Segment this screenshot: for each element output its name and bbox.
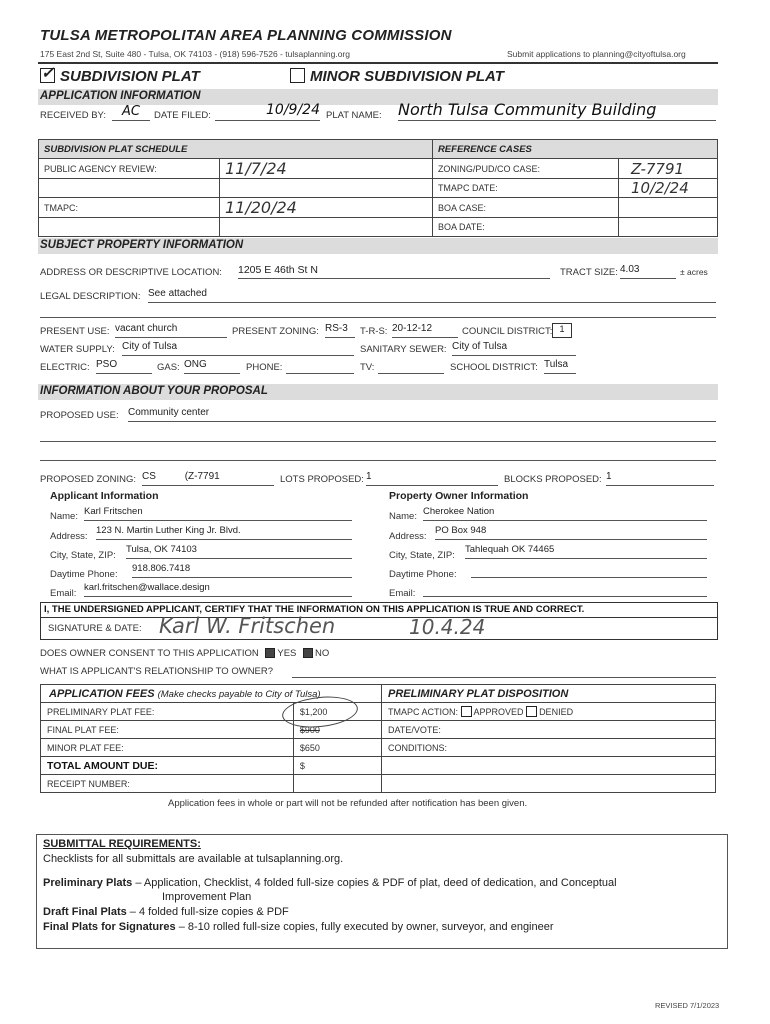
applicant-email-label: Email:	[50, 588, 77, 599]
tv-label: TV:	[360, 362, 375, 373]
certification-box	[40, 602, 718, 640]
submittal-heading: SUBMITTAL REQUIREMENTS:	[43, 838, 201, 850]
header-divider	[38, 62, 718, 64]
school-district-label: SCHOOL DISTRICT:	[450, 362, 538, 373]
prelim-plats-line	[43, 877, 617, 889]
fee-amount-final: $900	[293, 721, 381, 739]
prelim-plats-text: – Application, Checklist, 4 folded full-size copies & PDF of plat, deed of dedication, and Conceptual	[132, 877, 617, 889]
reference-heading: REFERENCE CASES	[432, 140, 717, 159]
draft-plats-line	[43, 906, 289, 918]
proposed-zoning-case: (Z-7791	[184, 471, 220, 482]
address-value[interactable]: 1205 E 46th St N	[238, 264, 550, 279]
submittal-requirements-box	[36, 834, 728, 949]
approved-checkbox[interactable]	[461, 706, 472, 717]
acres-label: ± acres	[680, 267, 708, 277]
zoning-case-value[interactable]: Z-7791	[618, 159, 717, 179]
final-plats-label: Final Plats for Signatures	[43, 921, 176, 933]
consent-no-label: NO	[315, 648, 330, 659]
relationship-label: WHAT IS APPLICANT'S RELATIONSHIP TO OWNER?	[40, 666, 274, 677]
denied-checkbox[interactable]	[526, 706, 537, 717]
proposed-use-extra-line-2[interactable]	[40, 459, 716, 461]
trs-value[interactable]: 20-12-12	[392, 323, 458, 338]
lots-proposed-value[interactable]: 1	[366, 471, 498, 486]
tmapc-action-cell	[382, 703, 716, 721]
electric-value[interactable]: PSO	[96, 359, 152, 374]
fee-label-receipt: RECEIPT NUMBER:	[41, 775, 294, 793]
prelim-plats-text-2: Improvement Plan	[162, 891, 252, 903]
owner-address-label: Address:	[389, 531, 427, 542]
subdivision-checkbox[interactable]	[40, 65, 55, 83]
submit-email-note: Submit applications to planning@cityoftulsa.org	[507, 49, 686, 59]
form-title: TULSA METROPOLITAN AREA PLANNING COMMISSION	[40, 27, 452, 44]
subject-property-heading: SUBJECT PROPERTY INFORMATION	[40, 239, 244, 251]
legal-value[interactable]: See attached	[148, 288, 716, 303]
plat-name-value[interactable]: North Tulsa Community Building	[398, 100, 716, 121]
council-district-value[interactable]: 1	[552, 323, 572, 338]
public-agency-label: PUBLIC AGENCY REVIEW:	[39, 159, 220, 179]
applicant-phone-value[interactable]: 918.806.7418	[132, 563, 352, 578]
fee-amount-total[interactable]: $	[293, 757, 381, 775]
proposed-zoning-text: CS	[142, 471, 156, 482]
applicant-email-value[interactable]: karl.fritschen@wallace.design	[84, 582, 352, 597]
owner-name-value[interactable]: Cherokee Nation	[423, 506, 707, 521]
applicant-city-value[interactable]: Tulsa, OK 74103	[126, 544, 352, 559]
fees-heading: APPLICATION FEES	[49, 687, 155, 700]
plat-name-label: PLAT NAME:	[326, 110, 382, 121]
present-use-value[interactable]: vacant church	[115, 323, 227, 338]
tract-size-value[interactable]: 4.03	[620, 264, 676, 279]
owner-address-value[interactable]: PO Box 948	[435, 525, 707, 540]
applicant-address-value[interactable]: 123 N. Martin Luther King Jr. Blvd.	[96, 525, 352, 540]
proposed-use-extra-line-1[interactable]	[40, 440, 716, 442]
tmapc-action-label: TMAPC ACTION:	[388, 707, 459, 717]
relationship-value[interactable]	[292, 663, 716, 678]
final-plats-line	[43, 921, 554, 933]
legal-label: LEGAL DESCRIPTION:	[40, 291, 141, 302]
tv-value[interactable]	[378, 359, 444, 374]
water-supply-label: WATER SUPPLY:	[40, 344, 115, 355]
present-zoning-value[interactable]: RS-3	[325, 323, 355, 338]
final-plats-text: – 8-10 rolled full-size copies, fully executed by owner, surveyor, and engineer	[175, 921, 554, 933]
applicant-signature[interactable]: Karl W. Fritschen	[159, 614, 336, 638]
owner-city-label: City, State, ZIP:	[389, 550, 455, 561]
consent-yes-checkbox[interactable]	[265, 648, 275, 658]
blocks-proposed-label: BLOCKS PROPOSED:	[504, 474, 602, 485]
tract-size-label: TRACT SIZE:	[560, 267, 618, 278]
electric-label: ELECTRIC:	[40, 362, 90, 373]
zoning-case-label: ZONING/PUD/CO CASE:	[432, 159, 618, 179]
signature-date[interactable]: 10.4.24	[409, 615, 486, 639]
fees-heading-note: (Make checks payable to City of Tulsa)	[157, 688, 321, 700]
check-icon: ✓	[41, 65, 55, 82]
office-address: 175 East 2nd St, Suite 480 - Tulsa, OK 74103 - (918) 596-7526 - tulsaplanning.org	[40, 49, 350, 59]
owner-email-label: Email:	[389, 588, 416, 599]
school-district-value[interactable]: Tulsa	[544, 359, 576, 374]
minor-subdivision-checkbox[interactable]	[290, 68, 305, 83]
blocks-proposed-value[interactable]: 1	[606, 471, 714, 486]
received-by-value[interactable]: AC	[112, 104, 150, 121]
certification-divider	[41, 617, 717, 618]
date-filed-label: DATE FILED:	[154, 110, 211, 121]
present-zoning-label: PRESENT ZONING:	[232, 326, 319, 337]
public-agency-value[interactable]: 11/7/24	[220, 159, 433, 179]
legal-extra-line[interactable]	[40, 316, 716, 318]
consent-yes-label: YES	[277, 648, 297, 659]
refund-note: Application fees in whole or part will not be refunded after notification has been given.	[168, 798, 528, 809]
applicant-phone-label: Daytime Phone:	[50, 569, 118, 580]
boa-case-label: BOA CASE:	[432, 198, 618, 218]
draft-plats-label: Draft Final Plats	[43, 906, 127, 918]
present-use-label: PRESENT USE:	[40, 326, 110, 337]
owner-name-label: Name:	[389, 511, 417, 522]
subdivision-label: SUBDIVISION PLAT	[60, 68, 200, 85]
applicant-name-value[interactable]: Karl Fritschen	[84, 506, 352, 521]
owner-city-value[interactable]: Tahlequah OK 74465	[465, 544, 707, 559]
applicant-city-label: City, State, ZIP:	[50, 550, 116, 561]
approved-label: APPROVED	[473, 707, 524, 717]
water-supply-value[interactable]: City of Tulsa	[122, 341, 354, 356]
denied-label: DENIED	[539, 707, 574, 717]
tmapc-label: TMAPC:	[39, 198, 220, 218]
trs-label: T-R-S:	[360, 326, 388, 337]
proposed-zoning-label: PROPOSED ZONING:	[40, 474, 137, 485]
proposed-use-label: PROPOSED USE:	[40, 410, 119, 421]
phone-value[interactable]	[286, 359, 354, 374]
conditions-label: CONDITIONS:	[382, 739, 716, 757]
gas-label: GAS:	[157, 362, 180, 373]
applicant-heading: Applicant Information	[50, 490, 159, 502]
lots-proposed-label: LOTS PROPOSED:	[280, 474, 364, 485]
owner-consent-row	[40, 648, 329, 659]
consent-no-checkbox[interactable]	[303, 648, 313, 658]
fees-disposition-table	[40, 684, 716, 793]
disposition-heading: PRELIMINARY PLAT DISPOSITION	[382, 685, 716, 703]
boa-date-label: BOA DATE:	[432, 218, 618, 237]
council-district-label: COUNCIL DISTRICT:	[462, 326, 553, 337]
address-label: ADDRESS OR DESCRIPTIVE LOCATION:	[40, 267, 222, 278]
owner-phone-label: Daytime Phone:	[389, 569, 457, 580]
sanitary-sewer-label: SANITARY SEWER:	[360, 344, 447, 355]
conditions-extra	[382, 757, 716, 775]
tmapc-date-label: TMAPC DATE:	[432, 179, 618, 198]
fee-amount-minor: $650	[293, 739, 381, 757]
subdivision-plat-option[interactable]	[40, 65, 200, 85]
minor-subdivision-label: MINOR SUBDIVISION PLAT	[310, 68, 504, 85]
proposed-zoning-value[interactable]	[142, 471, 274, 486]
owner-heading: Property Owner Information	[389, 490, 529, 502]
prelim-plats-label: Preliminary Plats	[43, 877, 133, 889]
gas-value[interactable]: ONG	[184, 359, 240, 374]
date-filed-value[interactable]: 10/9/24	[215, 102, 320, 121]
signature-label: SIGNATURE & DATE:	[48, 623, 142, 634]
revision-date: REVISED 7/1/2023	[655, 1001, 720, 1010]
schedule-reference-table	[38, 139, 718, 237]
conditions-extra-2	[382, 775, 716, 793]
fee-label-prelim: PRELIMINARY PLAT FEE:	[41, 703, 294, 721]
fee-label-final: FINAL PLAT FEE:	[41, 721, 294, 739]
proposed-use-value[interactable]: Community center	[128, 407, 716, 422]
owner-phone-value[interactable]	[471, 563, 707, 578]
phone-label: PHONE:	[246, 362, 283, 373]
proposal-heading: INFORMATION ABOUT YOUR PROPOSAL	[40, 385, 268, 397]
certification-statement: I, THE UNDERSIGNED APPLICANT, CERTIFY THAT THE INFORMATION ON THIS APPLICATION IS TRUE AND CORRECT.	[44, 604, 585, 615]
fee-label-total: TOTAL AMOUNT DUE:	[41, 757, 294, 775]
boa-date-value[interactable]	[618, 218, 717, 237]
owner-email-value[interactable]	[423, 582, 707, 597]
sanitary-sewer-value[interactable]: City of Tulsa	[452, 341, 576, 356]
date-vote-label: DATE/VOTE:	[382, 721, 716, 739]
tmapc-value[interactable]: 11/20/24	[220, 198, 433, 218]
boa-case-value[interactable]	[618, 198, 717, 218]
draft-plats-text: – 4 folded full-size copies & PDF	[126, 906, 289, 918]
schedule-heading: SUBDIVISION PLAT SCHEDULE	[39, 140, 433, 159]
application-info-heading: APPLICATION INFORMATION	[40, 90, 201, 102]
tmapc-date-value[interactable]: 10/2/24	[618, 179, 717, 198]
checklists-line: Checklists for all submittals are available at tulsaplanning.org.	[43, 853, 344, 865]
minor-subdivision-option[interactable]	[290, 68, 504, 85]
fee-amount-receipt[interactable]	[293, 775, 381, 793]
owner-consent-question: DOES OWNER CONSENT TO THIS APPLICATION	[40, 648, 259, 659]
applicant-name-label: Name:	[50, 511, 78, 522]
applicant-address-label: Address:	[50, 531, 88, 542]
fee-label-minor: MINOR PLAT FEE:	[41, 739, 294, 757]
received-by-label: RECEIVED BY:	[40, 110, 106, 121]
fee-amount-prelim: $1,200	[293, 703, 381, 721]
